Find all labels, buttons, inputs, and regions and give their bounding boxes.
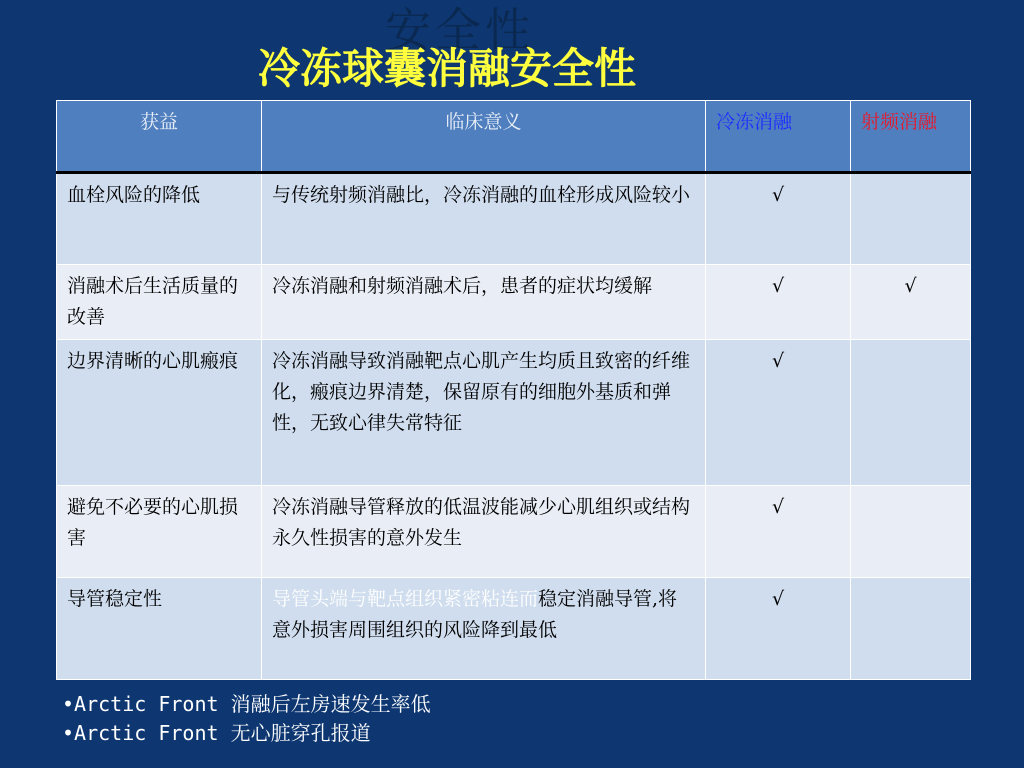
header-benefit: 获益	[57, 101, 262, 173]
safety-table	[56, 100, 971, 680]
cell-benefit: 血栓风险的降低	[57, 173, 262, 265]
cell-cryo-check: √	[706, 486, 851, 578]
cell-benefit: 避免不必要的心肌损害	[57, 486, 262, 578]
cell-rf-check	[851, 578, 971, 680]
cell-cryo-check: √	[706, 340, 851, 486]
slide-title: 冷冻球囊消融安全性	[258, 44, 637, 93]
cell-meaning: 冷冻消融和射频消融术后，患者的症状均缓解	[262, 265, 706, 340]
background-title: 安全性	[385, 3, 535, 57]
bullet-item: •Arctic Front 无心脏穿孔报道	[62, 721, 371, 745]
cell-rf-check	[851, 340, 971, 486]
table-row	[57, 173, 971, 265]
cell-cryo-check: √	[706, 265, 851, 340]
table-row	[57, 578, 971, 680]
cell-rf-check	[851, 173, 971, 265]
cell-rf-check	[851, 486, 971, 578]
cell-meaning-text: 稳定消融导管,将意外损害周围组织的风险降到最低	[272, 588, 678, 641]
header-cryo	[706, 101, 851, 173]
cell-benefit: 导管稳定性	[57, 578, 262, 680]
header-clinical-meaning: 临床意义	[262, 101, 706, 173]
table-row	[57, 265, 971, 340]
cell-cryo-check: √	[706, 578, 851, 680]
cell-rf-check: √	[851, 265, 971, 340]
cell-cryo-check: √	[706, 173, 851, 265]
bullet-item: •Arctic Front 消融后左房速发生率低	[62, 692, 431, 716]
table-row	[57, 486, 971, 578]
cell-benefit: 消融术后生活质量的改善	[57, 265, 262, 340]
cell-benefit: 边界清晰的心肌瘢痕	[57, 340, 262, 486]
bullet-list	[62, 690, 431, 748]
cell-meaning: 冷冻消融导致消融靶点心肌产生均质且致密的纤维化，瘢痕边界清楚，保留原有的细胞外基质和弹性，无致心律失常特征	[262, 340, 706, 486]
header-cryo-label: 冷冻消融	[716, 111, 793, 133]
table-row	[57, 340, 971, 486]
cell-meaning: 冷冻消融导管释放的低温波能减少心肌组织或结构永久性损害的意外发生	[262, 486, 706, 578]
cell-meaning: 与传统射频消融比，冷冻消融的血栓形成风险较小	[262, 173, 706, 265]
header-rf-label: 射频消融	[861, 111, 938, 133]
table-header-row	[57, 101, 971, 173]
highlighted-text: 导管头端与靶点组织紧密粘连而	[272, 588, 539, 610]
header-rf	[851, 101, 971, 173]
cell-meaning	[262, 578, 706, 680]
